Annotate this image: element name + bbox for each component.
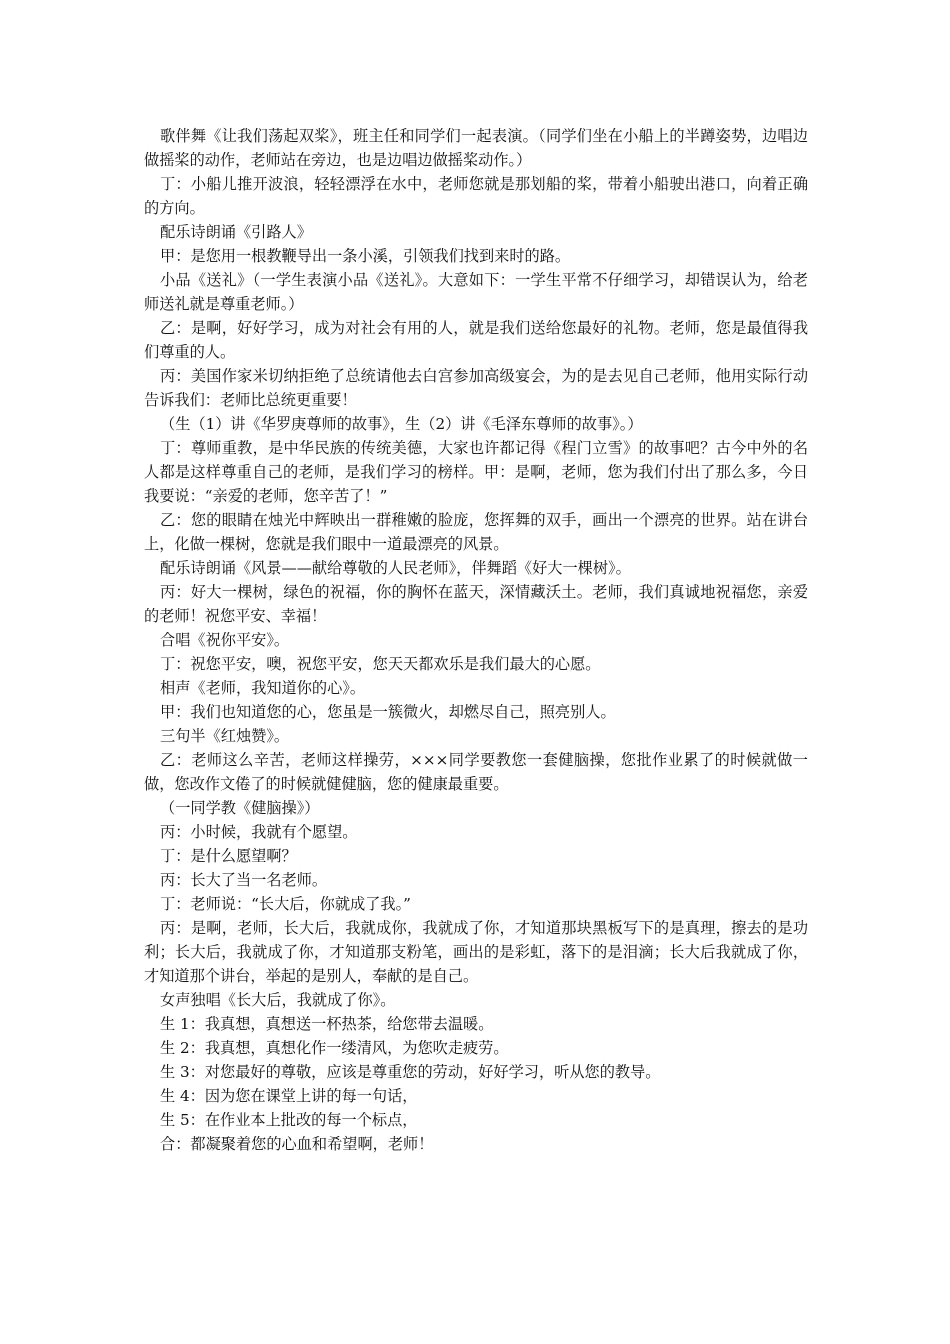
paragraph: 乙：您的眼睛在烛光中辉映出一群稚嫩的脸庞，您挥舞的双手，画出一个漂亮的世界。站在讲台上，化做一棵树，您就是我们眼中一道最漂亮的风景。 (144, 511, 808, 553)
paragraph: 甲：是您用一根教鞭导出一条小溪，引领我们找到来时的路。 (160, 247, 571, 265)
paragraph: 女声独唱《长大后，我就成了你》。 (160, 991, 396, 1009)
paragraph: 丁：是什么愿望啊？ (160, 847, 297, 865)
paragraph: 丁：尊师重教，是中华民族的传统美德，大家也许都记得《程门立雪》的故事吧？古今中外的名人都是这样尊重自己的老师，是我们学习的榜样。甲：是啊，老师，您为我们付出了那么多，今日我要说：“亲爱的老师，您辛苦了！” (144, 439, 808, 505)
paragraph: 乙：是啊，好好学习，成为对社会有用的人，就是我们送给您最好的礼物。老师，您是最值得我们尊重的人。 (144, 319, 808, 361)
paragraph: 丙：长大了当一名老师。 (160, 871, 328, 889)
paragraph: 生 3：对您最好的尊敬，应该是尊重您的劳动，好好学习，听从您的教导。 (160, 1063, 661, 1081)
paragraph: 配乐诗朗诵《风景——献给尊敬的人民老师》，伴舞蹈《好大一棵树》。 (160, 559, 631, 577)
paragraph: 丁：祝您平安，噢，祝您平安，您天天都欢乐是我们最大的心愿。 (160, 655, 601, 673)
paragraph: 小品《送礼》（一学生表演小品《送礼》。大意如下：一学生平常不仔细学习，却错误认为，给老师送礼就是尊重老师。） (144, 271, 808, 313)
paragraph: 生 2：我真想，真想化作一缕清风，为您吹走疲劳。 (160, 1039, 509, 1057)
paragraph: 丙：好大一棵树，绿色的祝福，你的胸怀在蓝天，深情藏沃土。老师，我们真诚地祝福您，亲爱的老师！祝您平安、幸福！ (144, 583, 808, 625)
paragraph: 歌伴舞《让我们荡起双桨》，班主任和同学们一起表演。（同学们坐在小船上的半蹲姿势，边唱边做摇桨的动作，老师站在旁边，也是边唱边做摇桨动作。） (144, 127, 808, 169)
paragraph: （生（1）讲《华罗庚尊师的故事》，生（2）讲《毛泽东尊师的故事》。） (160, 415, 643, 433)
paragraph: 合：都凝聚着您的心血和希望啊，老师！ (160, 1135, 434, 1153)
paragraph: 生 5：在作业本上批改的每一个标点， (160, 1111, 418, 1129)
paragraph: 丙：小时候，我就有个愿望。 (160, 823, 358, 841)
paragraph: 配乐诗朗诵《引路人》 (160, 223, 312, 241)
paragraph: 合唱《祝你平安》。 (160, 631, 290, 649)
paragraph: 乙：老师这么辛苦，老师这样操劳，×××同学要教您一套健脑操，您批作业累了的时候就做一做，您改作文倦了的时候就健健脑，您的健康最重要。 (144, 751, 808, 793)
paragraph: 生 4：因为您在课堂上讲的每一句话， (160, 1087, 418, 1105)
paragraph: 丙：是啊，老师，长大后，我就成你，我就成了你，才知道那块黑板写下的是真理，擦去的是功利；长大后，我就成了你，才知道那支粉笔，画出的是彩虹，落下的是泪滴；长大后我就成了你，才知道那个讲台，举起的是别人，奉献的是自己。 (144, 919, 808, 985)
paragraph: 三句半《红烛赞》。 (160, 727, 290, 745)
paragraph: 丙：美国作家米切纳拒绝了总统请他去白宫参加高级宴会，为的是去见自己老师，他用实际行动告诉我们：老师比总统更重要！ (144, 367, 808, 409)
document-body (144, 124, 808, 1156)
paragraph: 丁：小船儿推开波浪，轻轻漂浮在水中，老师您就是那划船的桨，带着小船驶出港口，向着正确的方向。 (144, 175, 808, 217)
paragraph: 丁：老师说：“长大后，你就成了我。” (160, 895, 411, 913)
paragraph: （一同学教《健脑操》） (160, 799, 320, 817)
paragraph: 相声《老师，我知道你的心》。 (160, 679, 366, 697)
paragraph: 甲：我们也知道您的心，您虽是一簇微火，却燃尽自己，照亮别人。 (160, 703, 616, 721)
paragraph: 生 1：我真想，真想送一杯热茶，给您带去温暖。 (160, 1015, 494, 1033)
